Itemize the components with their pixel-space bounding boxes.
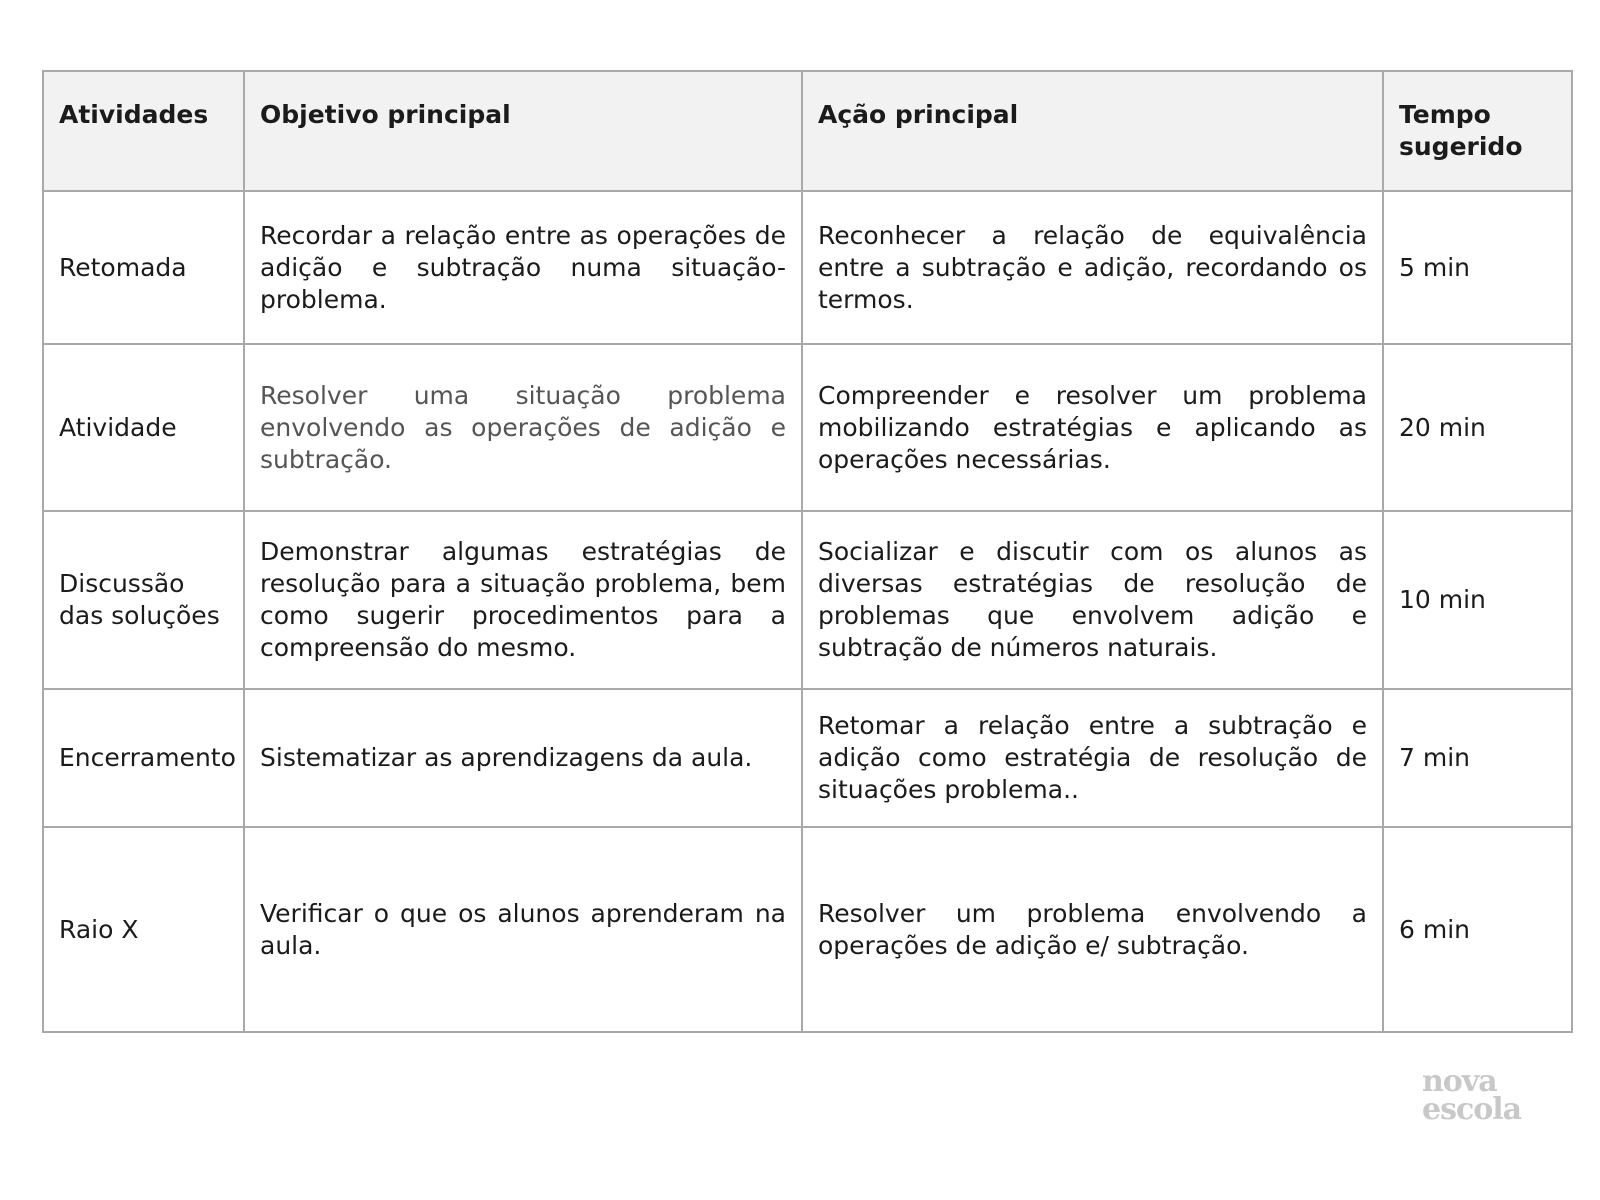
activity-cell: Retomada bbox=[43, 191, 244, 344]
header-activities: Atividades bbox=[43, 71, 244, 191]
header-time: Tempo sugerido bbox=[1383, 71, 1572, 191]
table-row bbox=[43, 191, 1572, 344]
activity-cell: Raio X bbox=[43, 827, 244, 1032]
table-row bbox=[43, 511, 1572, 689]
action-cell: Socializar e discutir com os alunos as diversas estratégias de resolução de problemas que envolvem adição e subtração de números naturais. bbox=[802, 511, 1383, 689]
activity-cell: Atividade bbox=[43, 344, 244, 511]
table-row bbox=[43, 689, 1572, 827]
time-cell: 5 min bbox=[1383, 191, 1572, 344]
lesson-plan-table bbox=[42, 70, 1573, 1033]
objective-cell: Recordar a relação entre as operações de adição e subtração numa situação-problema. bbox=[244, 191, 802, 344]
action-cell: Resolver um problema envolvendo a operações de adição e/ subtração. bbox=[802, 827, 1383, 1032]
activity-cell: Discussão das soluções bbox=[43, 511, 244, 689]
nova-escola-logo bbox=[1422, 1064, 1522, 1127]
logo-line-nova: nova bbox=[1422, 1064, 1497, 1099]
action-cell: Reconhecer a relação de equivalência entre a subtração e adição, recordando os termos. bbox=[802, 191, 1383, 344]
time-cell: 10 min bbox=[1383, 511, 1572, 689]
action-cell: Compreender e resolver um problema mobilizando estratégias e aplicando as operações necessárias. bbox=[802, 344, 1383, 511]
table-header-row bbox=[43, 71, 1572, 191]
table-row bbox=[43, 344, 1572, 511]
objective-cell: Resolver uma situação problema envolvendo as operações de adição e subtração. bbox=[244, 344, 802, 511]
objective-cell: Sistematizar as aprendizagens da aula. bbox=[244, 689, 802, 827]
action-cell: Retomar a relação entre a subtração e adição como estratégia de resolução de situações problema.. bbox=[802, 689, 1383, 827]
activity-cell: Encerramento bbox=[43, 689, 244, 827]
time-cell: 20 min bbox=[1383, 344, 1572, 511]
objective-cell: Verificar o que os alunos aprenderam na aula. bbox=[244, 827, 802, 1032]
objective-cell: Demonstrar algumas estratégias de resolução para a situação problema, bem como sugerir procedimentos para a compreensão do mesmo. bbox=[244, 511, 802, 689]
table-row bbox=[43, 827, 1572, 1032]
header-objective: Objetivo principal bbox=[244, 71, 802, 191]
logo-line-escola: escola bbox=[1422, 1092, 1522, 1127]
time-cell: 6 min bbox=[1383, 827, 1572, 1032]
time-cell: 7 min bbox=[1383, 689, 1572, 827]
header-action: Ação principal bbox=[802, 71, 1383, 191]
